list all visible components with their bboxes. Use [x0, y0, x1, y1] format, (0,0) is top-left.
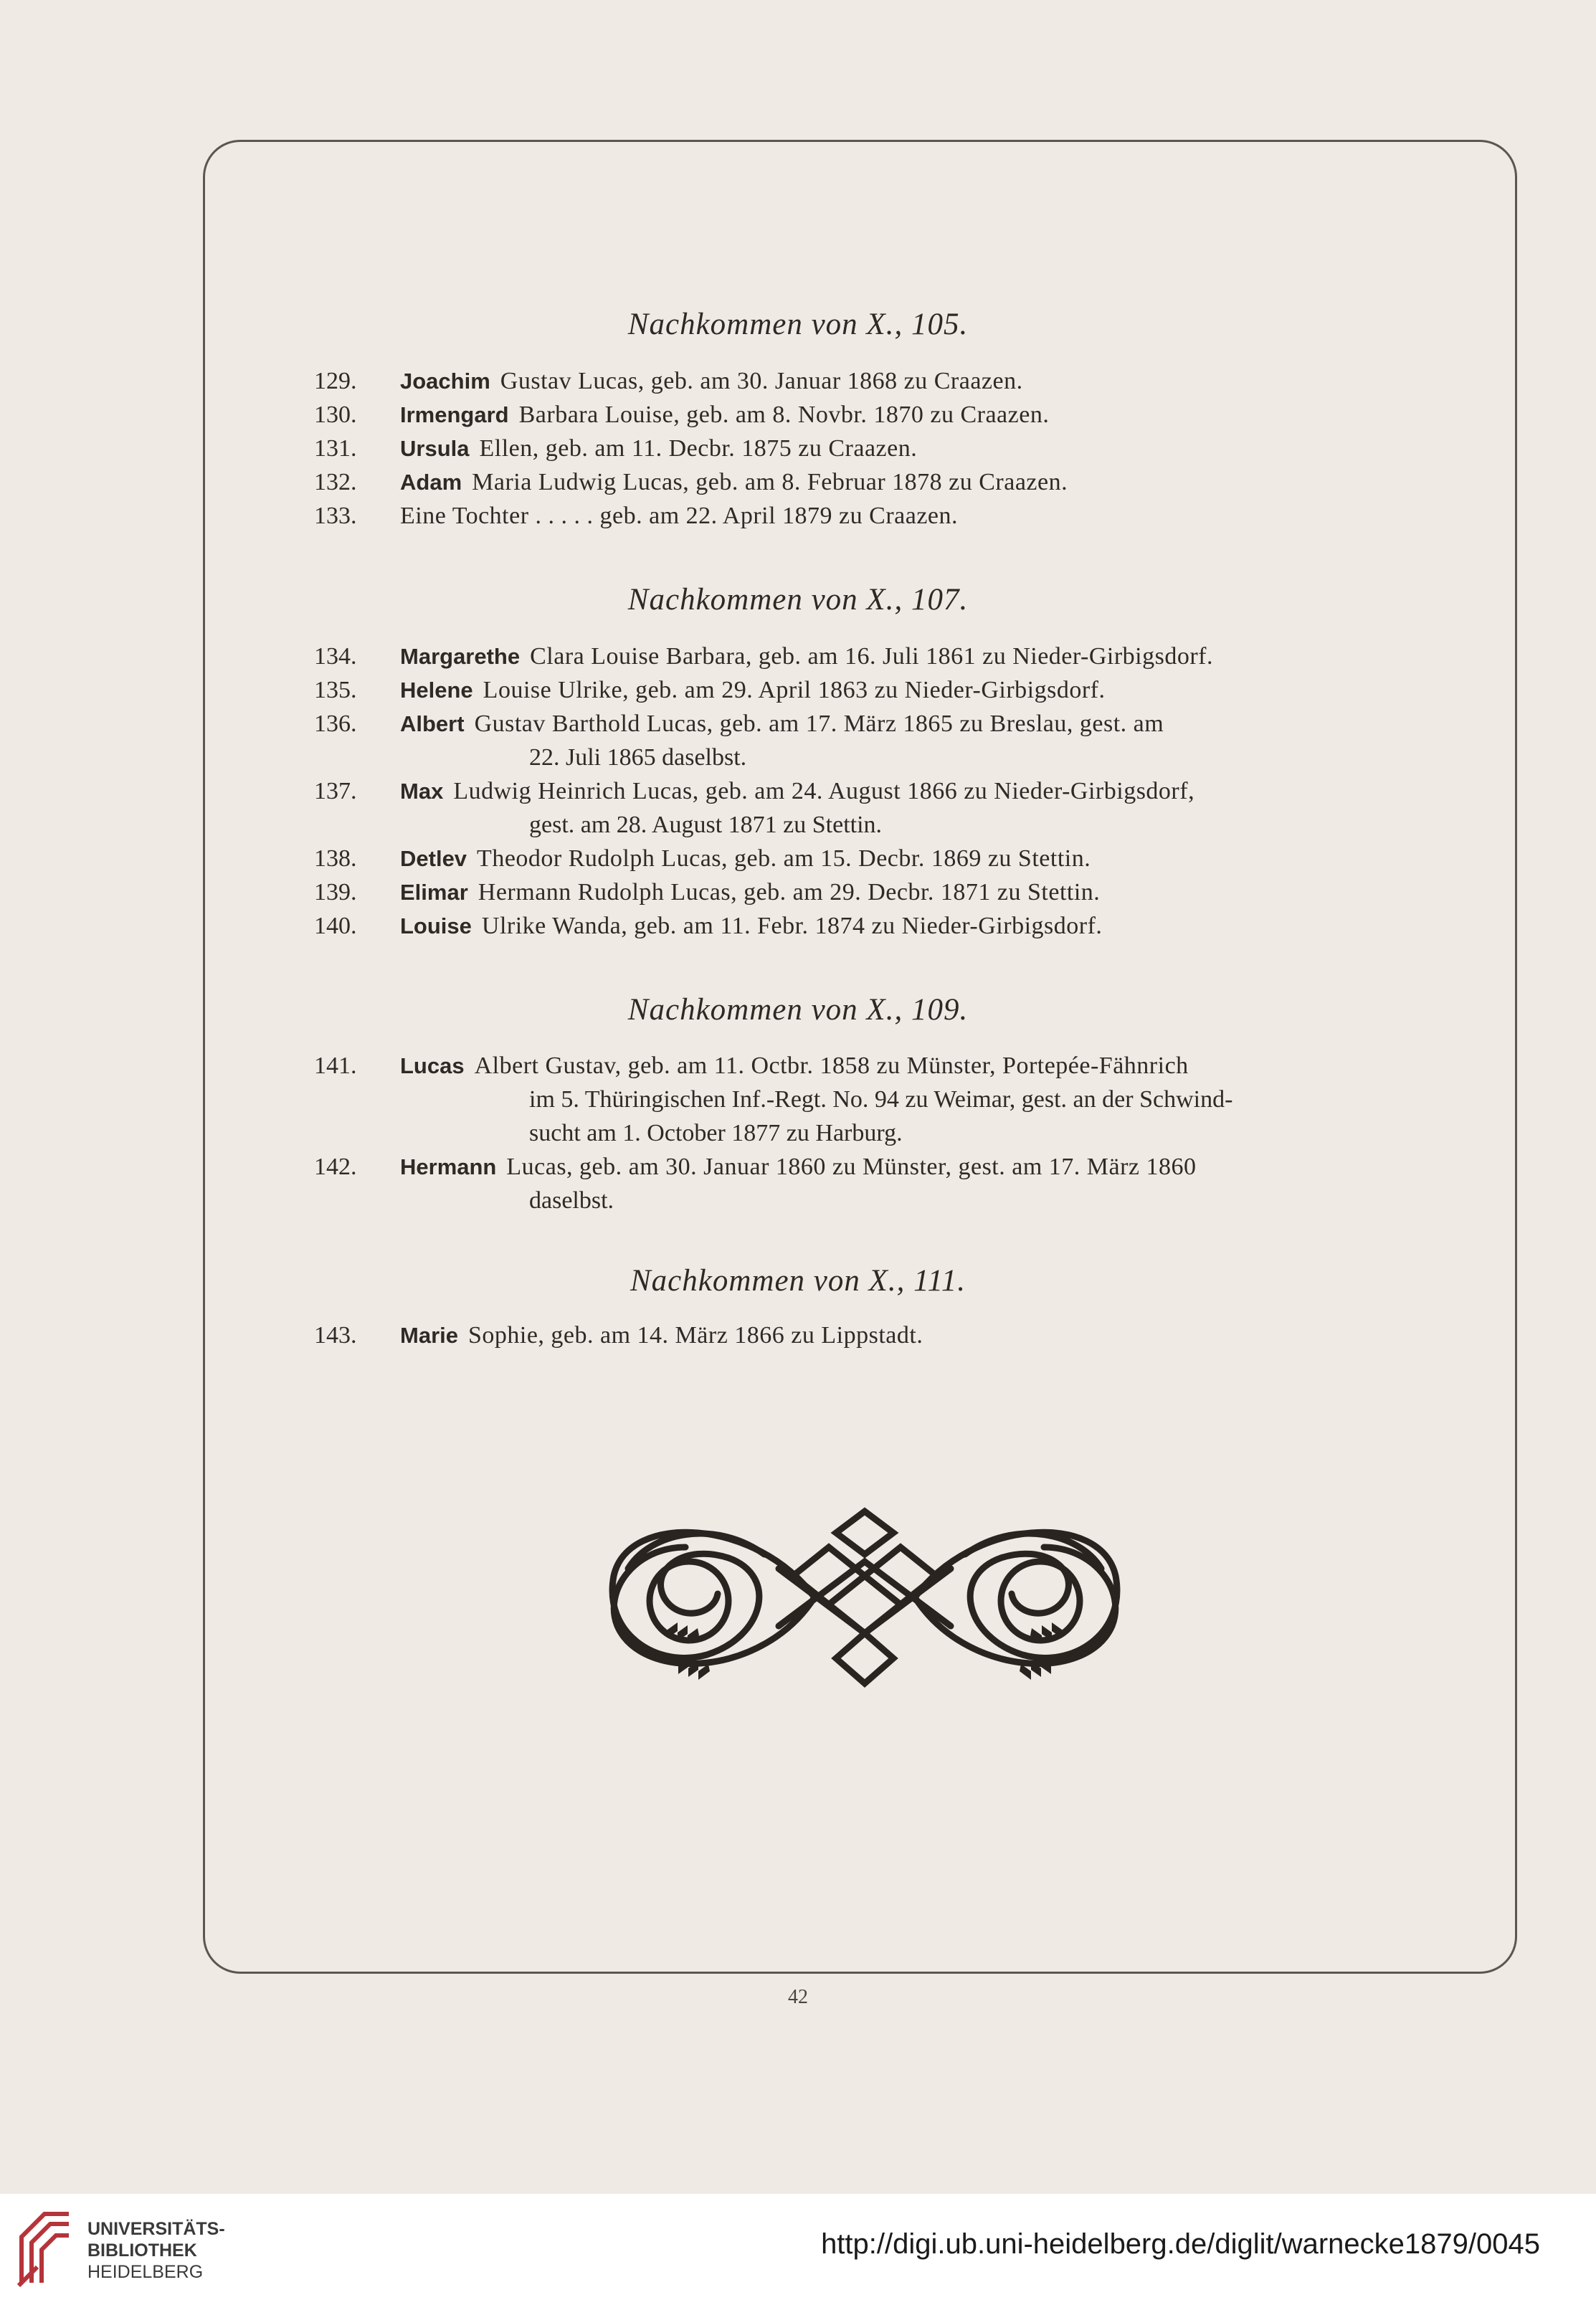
entry-number: 136.	[314, 710, 357, 737]
given-name: Ursula	[400, 436, 470, 461]
entry-number: 139.	[314, 879, 357, 906]
given-name: Hermann	[400, 1154, 497, 1179]
section-heading: Nachkommen von X., 111.	[630, 1264, 966, 1298]
entry-number: 142.	[314, 1154, 357, 1180]
section-heading: Nachkommen von X., 109.	[627, 993, 969, 1027]
entry-text: Albert Gustav, geb. am 11. Octbr. 1858 zu Münster, Portepée-Fähnrich	[474, 1052, 1189, 1079]
library-name-line: BIBLIOTHEK	[87, 2240, 197, 2261]
entry-text: Barbara Louise, geb. am 8. Novbr. 1870 zu Craazen.	[518, 401, 1050, 428]
given-name: Detlev	[400, 846, 467, 871]
entry-text: Lucas, geb. am 30. Januar 1860 zu Münster, gest. am 17. März 1860	[506, 1154, 1197, 1180]
entry-text: Ellen, geb. am 11. Decbr. 1875 zu Craazen.	[479, 435, 918, 462]
footer-bar	[0, 2194, 1596, 2310]
entry-number: 131.	[314, 435, 357, 462]
entry-number: 141.	[314, 1052, 357, 1079]
entry-continuation-text: gest. am 28. August 1871 zu Stettin.	[529, 812, 883, 838]
entry-text: Ludwig Heinrich Lucas, geb. am 24. August 1866 zu Nieder-Girbigsdorf,	[453, 778, 1195, 804]
entry-text: Eine Tochter . . . . . geb. am 22. April 1879 zu Craazen.	[400, 503, 959, 529]
entry-continuation-text: 22. Juli 1865 daselbst.	[529, 744, 747, 771]
entry-text: Gustav Lucas, geb. am 30. Januar 1868 zu Craazen.	[500, 368, 1023, 394]
entry-number: 129.	[314, 368, 357, 394]
given-name: Joachim	[400, 369, 490, 394]
entry-number: 137.	[314, 778, 357, 804]
library-name-line: UNIVERSITÄTS-	[87, 2219, 225, 2239]
given-name: Adam	[400, 470, 462, 495]
entry-number: 130.	[314, 401, 357, 428]
entry-text: Maria Ludwig Lucas, geb. am 8. Februar 1878 zu Craazen.	[472, 469, 1068, 495]
library-name-line: HEIDELBERG	[87, 2262, 204, 2282]
entry-number: 140.	[314, 913, 357, 939]
given-name: Louise	[400, 913, 472, 938]
page-number: 42	[788, 1986, 808, 2008]
entry-text: Theodor Rudolph Lucas, geb. am 15. Decbr. 1869 zu Stettin.	[477, 845, 1091, 872]
given-name: Margarethe	[400, 644, 521, 669]
source-url-link[interactable]: http://digi.ub.uni-heidelberg.de/diglit/warnecke1879/0045	[821, 2228, 1540, 2260]
entry-continuation-text: im 5. Thüringischen Inf.-Regt. No. 94 zu Weimar, gest. an der Schwind-	[529, 1086, 1233, 1113]
given-name: Lucas	[400, 1053, 465, 1078]
given-name: Max	[400, 779, 444, 804]
entry-number: 135.	[314, 677, 357, 703]
entry-number: 133.	[314, 503, 357, 529]
given-name: Helene	[400, 678, 473, 703]
entry-text: Ulrike Wanda, geb. am 11. Febr. 1874 zu Nieder-Girbigsdorf.	[481, 913, 1103, 939]
knot-ornament-icon	[599, 1490, 1130, 1705]
library-name	[87, 2218, 225, 2283]
section-heading: Nachkommen von X., 107.	[627, 583, 969, 617]
given-name: Elimar	[400, 880, 468, 905]
entry-continuation-text: sucht am 1. October 1877 zu Harburg.	[529, 1120, 903, 1146]
entry-text: Hermann Rudolph Lucas, geb. am 29. Decbr. 1871 zu Stettin.	[478, 879, 1101, 906]
entry-number: 132.	[314, 469, 357, 495]
section-heading: Nachkommen von X., 105.	[627, 308, 969, 341]
given-name: Irmengard	[400, 402, 509, 427]
entry-number: 134.	[314, 643, 357, 670]
entry-number: 143.	[314, 1322, 357, 1349]
entry-text: Clara Louise Barbara, geb. am 16. Juli 1861 zu Nieder-Girbigsdorf.	[530, 643, 1214, 670]
library-logo-icon	[16, 2208, 75, 2288]
entry-text: Gustav Barthold Lucas, geb. am 17. März 1865 zu Breslau, gest. am	[474, 710, 1164, 737]
given-name: Marie	[400, 1323, 458, 1348]
entry-text: Louise Ulrike, geb. am 29. April 1863 zu Nieder-Girbigsdorf.	[483, 677, 1106, 703]
entry-continuation-text: daselbst.	[529, 1187, 614, 1214]
given-name: Albert	[400, 711, 465, 736]
entry-number: 138.	[314, 845, 357, 872]
entry-text: Sophie, geb. am 14. März 1866 zu Lippstadt.	[467, 1322, 923, 1349]
